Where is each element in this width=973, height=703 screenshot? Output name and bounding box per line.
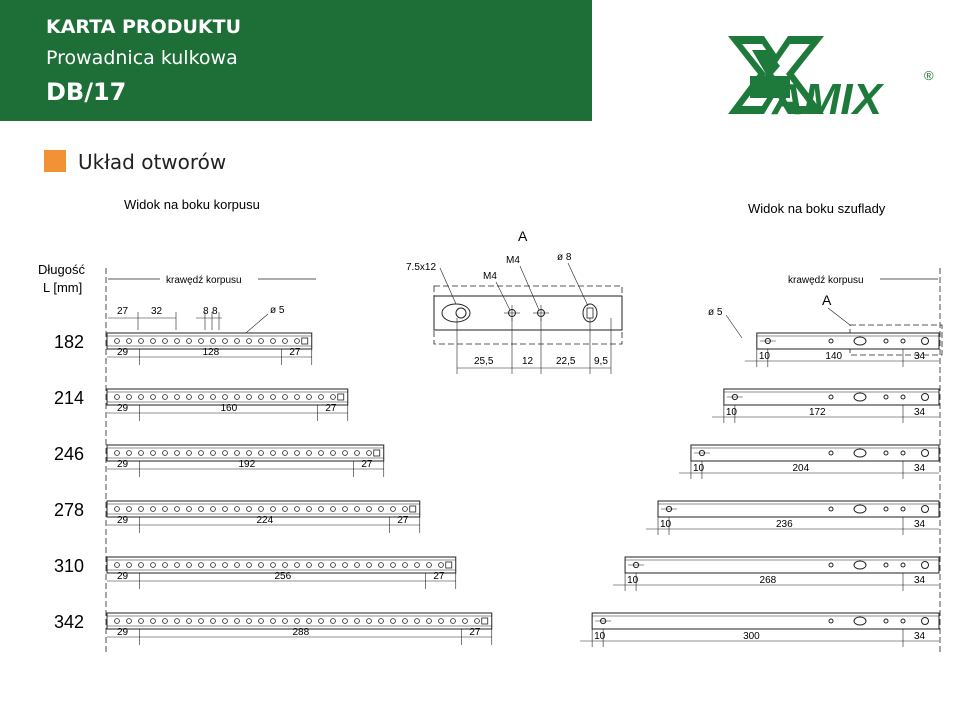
dim-left-a: 29 [117,571,129,582]
dim-right-a: 10 [692,463,705,474]
product-card-title: KARTA PRODUKTU [46,16,242,38]
dim-left-b: 288 [292,627,310,638]
dim-right-c: 34 [914,575,926,586]
right-rail-row [679,445,939,479]
dim-left-a: 29 [117,515,129,526]
right-hole-label: ø 5 [708,307,723,318]
left-rails [107,333,492,645]
brand-name: AMIX [772,75,882,122]
dim-right-b: 300 [743,631,760,642]
dim-right-b: 172 [808,407,826,418]
dim-right-a: 10 [660,519,672,530]
detail-dia-label: ø 8 [557,252,572,263]
left-hole-label: ø 5 [270,305,285,316]
left-rail-row [107,557,456,589]
dim-right-c: 34 [914,463,926,474]
dim-left-b: 192 [238,459,256,470]
section-title: Układ otworów [78,150,227,174]
dim-left-b: 256 [274,571,292,582]
rail-body [592,613,939,629]
dim-left-c: 27 [325,403,337,414]
dim-27-top: 27 [117,306,129,317]
left-rail-row [107,501,420,533]
product-model: DB/17 [46,78,127,106]
length-labels [54,332,84,632]
dim-8a-top: 8 [203,306,209,317]
dim-left-b: 128 [202,347,220,358]
left-rail-row [107,333,312,365]
detail-m4a-label: M4 [483,271,497,282]
dim-left-b: 224 [256,515,274,526]
dim-left-c: 27 [469,627,481,638]
dim-left-a: 29 [117,347,129,358]
dim-left-c: 27 [289,347,301,358]
detail-dim-3: 22,5 [556,356,576,367]
right-rail-row [646,501,939,535]
product-type: Prowadnica kulkowa [46,47,238,69]
rail-body [658,501,939,517]
dim-right-b: 236 [776,519,793,530]
length-value: 310 [54,556,85,576]
left-rail-row [107,613,492,645]
right-rail-row [745,333,939,367]
length-value: 246 [54,444,85,464]
dim-right-b: 204 [792,463,810,474]
length-value: 278 [54,500,85,520]
dim-right-c: 34 [914,351,926,362]
right-detail-ref: A [822,292,832,308]
right-rail-row [712,389,939,423]
left-edge-label: krawędź korpusu [166,275,242,286]
right-rail-row [580,613,939,647]
dim-left-c: 27 [433,571,445,582]
rail-body [724,389,939,405]
right-rails [580,333,939,647]
right-rail-row [613,557,939,591]
dim-right-c: 34 [914,519,926,530]
length-label-2: L [mm] [43,280,83,295]
rail-body [625,557,939,573]
right-edge-label: krawędź korpusu [788,275,864,286]
dim-right-a: 10 [725,407,738,418]
registered-mark: ® [924,68,934,83]
dim-right-a: 10 [594,631,606,642]
rail-body [691,445,939,461]
dim-left-a: 29 [117,403,129,414]
detail-title: A [518,228,528,244]
dim-right-c: 34 [914,407,926,418]
dim-left-c: 27 [361,459,373,470]
dim-right-a: 10 [758,351,770,362]
dim-left-c: 27 [397,515,409,526]
left-rail-row [107,445,384,477]
detail-dim-2: 12 [522,356,534,367]
detail-dim-4: 9,5 [594,356,608,367]
detail-dim-1: 25,5 [474,356,494,367]
dim-left-a: 29 [117,459,129,470]
rail-body [757,333,939,349]
dim-left-a: 29 [117,627,129,638]
length-value: 342 [54,612,85,632]
dim-right-b: 140 [825,351,843,362]
dim-32-top: 32 [151,306,163,317]
length-label-1: Długość [38,262,85,277]
detail-m4b-label: M4 [506,255,520,266]
left-view-title: Widok na boku korpusu [124,197,260,212]
dim-8b-top: 8 [212,306,218,317]
left-rail-row [107,389,348,421]
right-view-title: Widok na boku szuflady [748,201,886,216]
dim-right-c: 34 [914,631,926,642]
dim-right-a: 10 [627,575,639,586]
detail-slot-label: 7.5x12 [406,262,437,273]
dim-left-b: 160 [220,403,238,414]
length-value: 182 [54,332,85,352]
length-value: 214 [54,388,85,408]
dim-right-b: 268 [759,575,777,586]
detail-a [406,228,622,374]
